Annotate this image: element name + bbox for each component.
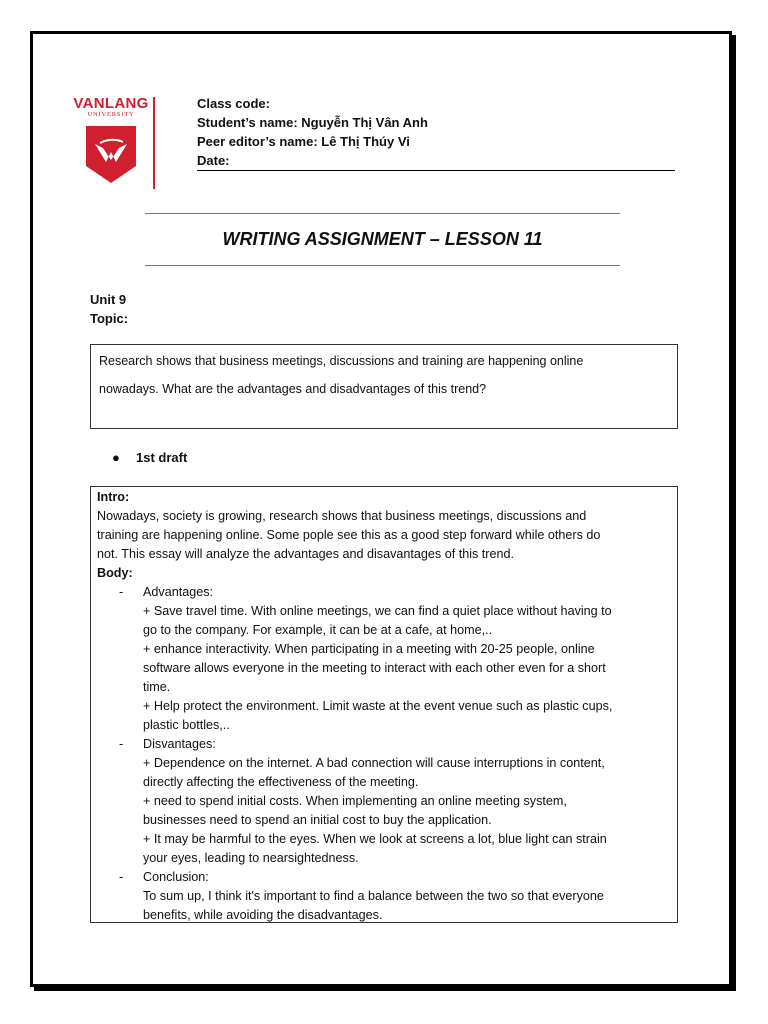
dash-marker: - — [119, 870, 124, 884]
dash-marker: - — [119, 737, 124, 751]
disadvantage-line: your eyes, leading to nearsightedness. — [143, 851, 359, 865]
intro-line: training are happening online. Some pople see this as a good step forward while others do — [97, 528, 601, 542]
title-rule-bottom — [145, 265, 620, 266]
intro-line: Nowadays, society is growing, research shows that business meetings, discussions and — [97, 509, 587, 523]
body-label: Body: — [97, 566, 133, 580]
advantage-line: go to the company. For example, it can be at a cafe, at home,.. — [143, 623, 493, 637]
disadvantage-line: + need to spend initial costs. When implementing an online meeting system, — [143, 794, 567, 808]
disadvantage-line: + It may be harmful to the eyes. When we look at screens a lot, blue light can strain — [143, 832, 607, 846]
draft-label: 1st draft — [136, 450, 188, 465]
header-info — [197, 94, 428, 170]
unit-block — [90, 290, 128, 328]
conclusion-heading — [97, 868, 671, 887]
title-rule-top — [145, 213, 620, 214]
topic-line: Research shows that business meetings, discussions and training are happening online — [99, 354, 584, 368]
unit-label: Unit 9 — [90, 292, 127, 307]
university-logo — [72, 95, 152, 118]
advantage-line: time. — [143, 680, 171, 694]
date-label: Date: — [197, 153, 230, 168]
logo-subtitle: UNIVERSITY — [87, 111, 135, 118]
advantage-line: plastic bottles,.. — [143, 718, 230, 732]
disadvantage-line: directly affecting the effectiveness of the meeting. — [143, 775, 419, 789]
disadvantages-heading — [97, 735, 671, 754]
essay-box — [90, 486, 678, 923]
conclusion-line: benefits, while avoiding the disadvantages. — [143, 908, 383, 922]
advantages-heading — [97, 583, 671, 602]
logo-name: VANLANG — [73, 95, 149, 112]
advantage-line: + Help protect the environment. Limit waste at the event venue such as plastic cups, — [143, 699, 613, 713]
intro-line: not. This essay will analyze the advantages and disavantages of this trend. — [97, 547, 515, 561]
page-title: WRITING ASSIGNMENT – LESSON 11 — [222, 229, 543, 249]
advantage-line: + enhance interactivity. When participating in a meeting with 20-25 people, online — [143, 642, 595, 656]
bullet-icon: ● — [112, 450, 120, 465]
shield-icon — [86, 126, 136, 183]
intro-label: Intro: — [97, 490, 130, 504]
topic-label: Topic: — [90, 311, 129, 326]
date-underline — [197, 170, 675, 171]
disadvantage-line: businesses need to spend an initial cost to buy the application. — [143, 813, 492, 827]
advantages-label: Advantages: — [143, 585, 214, 599]
class-code: Class code: — [197, 96, 270, 111]
logo-divider — [153, 97, 155, 189]
conclusion-label: Conclusion: — [143, 870, 209, 884]
disadvantages-label: Disvantages: — [143, 737, 216, 751]
conclusion-line: To sum up, I think it's important to find a balance between the two so that everyone — [143, 889, 604, 903]
topic-box — [90, 344, 678, 429]
draft-bullet-item — [112, 450, 187, 465]
dash-marker: - — [119, 585, 124, 599]
topic-line: nowadays. What are the advantages and disadvantages of this trend? — [99, 382, 487, 396]
advantage-line: + Save travel time. With online meetings, we can find a quiet place without having to — [143, 604, 612, 618]
student-name: Student’s name: Nguyễn Thị Vân Anh — [197, 115, 428, 130]
disadvantage-line: + Dependence on the internet. A bad connection will cause interruptions in content, — [143, 756, 605, 770]
advantage-line: software allows everyone in the meeting to interact with each other even for a short — [143, 661, 606, 675]
peer-editor-name: Peer editor’s name: Lê Thị Thúy Vi — [197, 134, 410, 149]
